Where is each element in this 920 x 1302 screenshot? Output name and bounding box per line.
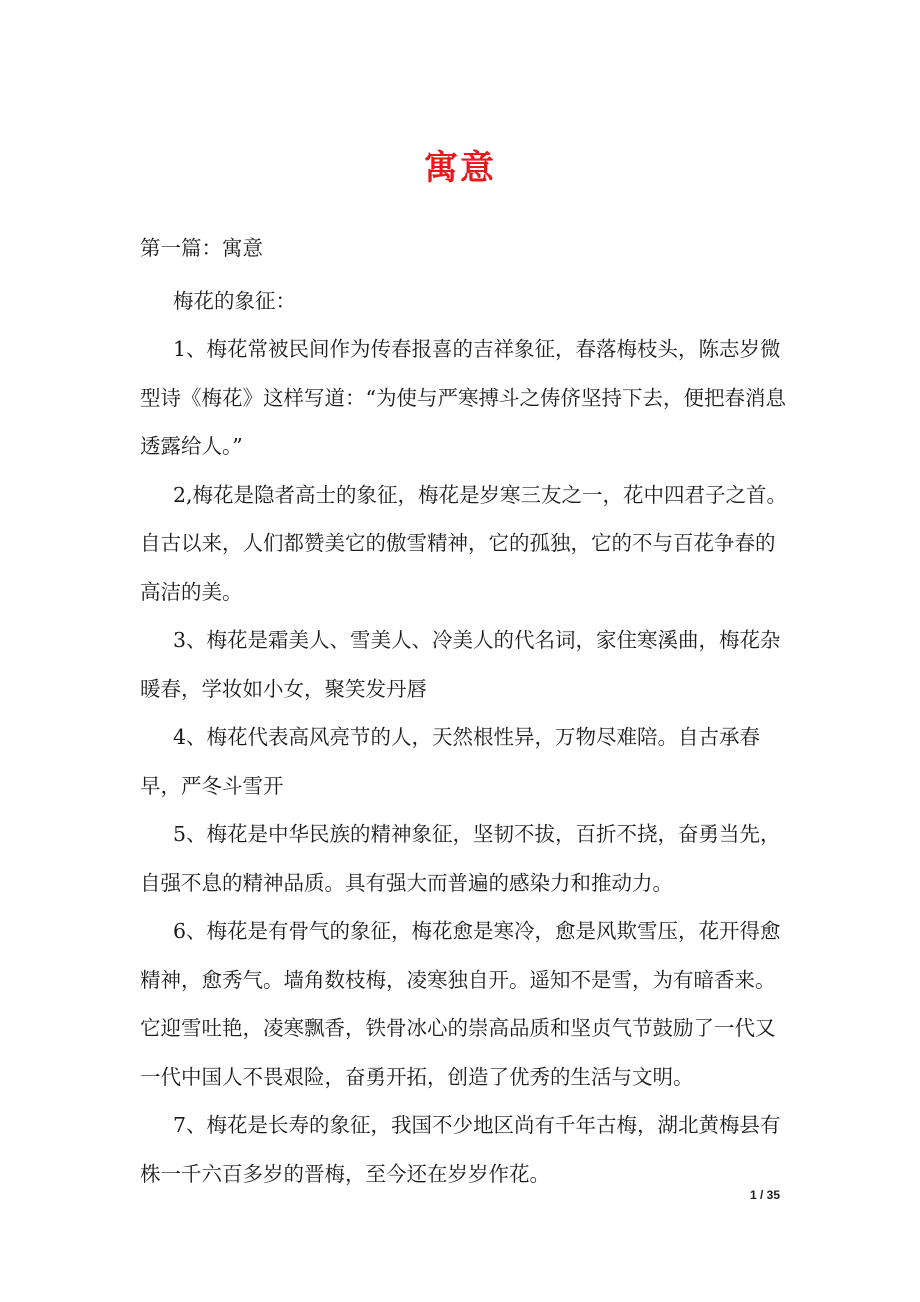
paragraph-4: 4、梅花代表高风亮节的人，天然根性异，万物尽难陪。自古承春早，严冬斗雪开: [140, 725, 761, 798]
section-heading: 第一篇：寓意: [140, 236, 263, 260]
paragraph-6: 6、梅花是有骨气的象征，梅花愈是寒冷，愈是风欺雪压，花开得愈精神，愈秀气。墙角数枝梅，凌寒独自开。遥知不是雪，为有暗香来。它迎雪吐艳，凌寒飘香，铁骨冰心的崇高品质和坚贞气节鼓励了一代又一代中国人不畏艰险，奋勇开拓，创造了优秀的生活与文明。: [140, 919, 781, 1089]
subheading: 梅花的象征：: [173, 288, 296, 313]
document-body: [140, 224, 790, 1198]
page-number: 1 / 35: [749, 1188, 780, 1202]
paragraph-2: 2,梅花是隐者高士的象征，梅花是岁寒三友之一，花中四君子之首。自古以来，人们都赞美它的傲雪精神，它的孤独，它的不与百花争春的高洁的美。: [140, 482, 788, 604]
paragraph-7: 7、梅花是长寿的象征，我国不少地区尚有千年古梅，湖北黄梅县有株一千六百多岁的晋梅，至今还在岁岁作花。: [140, 1113, 781, 1186]
paragraph-5: 5、梅花是中华民族的精神象征，坚韧不拔，百折不挠，奋勇当先，自强不息的精神品质。具有强大而普遍的感染力和推动力。: [140, 822, 781, 895]
paragraph-3: 3、梅花是霜美人、雪美人、冷美人的代名词，家住寒溪曲，梅花杂暖春，学妆如小女，聚笑发丹唇: [140, 628, 781, 701]
document-title: 寓意: [424, 148, 496, 188]
paragraph-1: 1、梅花常被民间作为传春报喜的吉祥象征，春落梅枝头，陈志岁微型诗《梅花》这样写道：“为使与严寒搏斗之俦侪坚持下去，便把春消息透露给人。”: [140, 337, 786, 458]
